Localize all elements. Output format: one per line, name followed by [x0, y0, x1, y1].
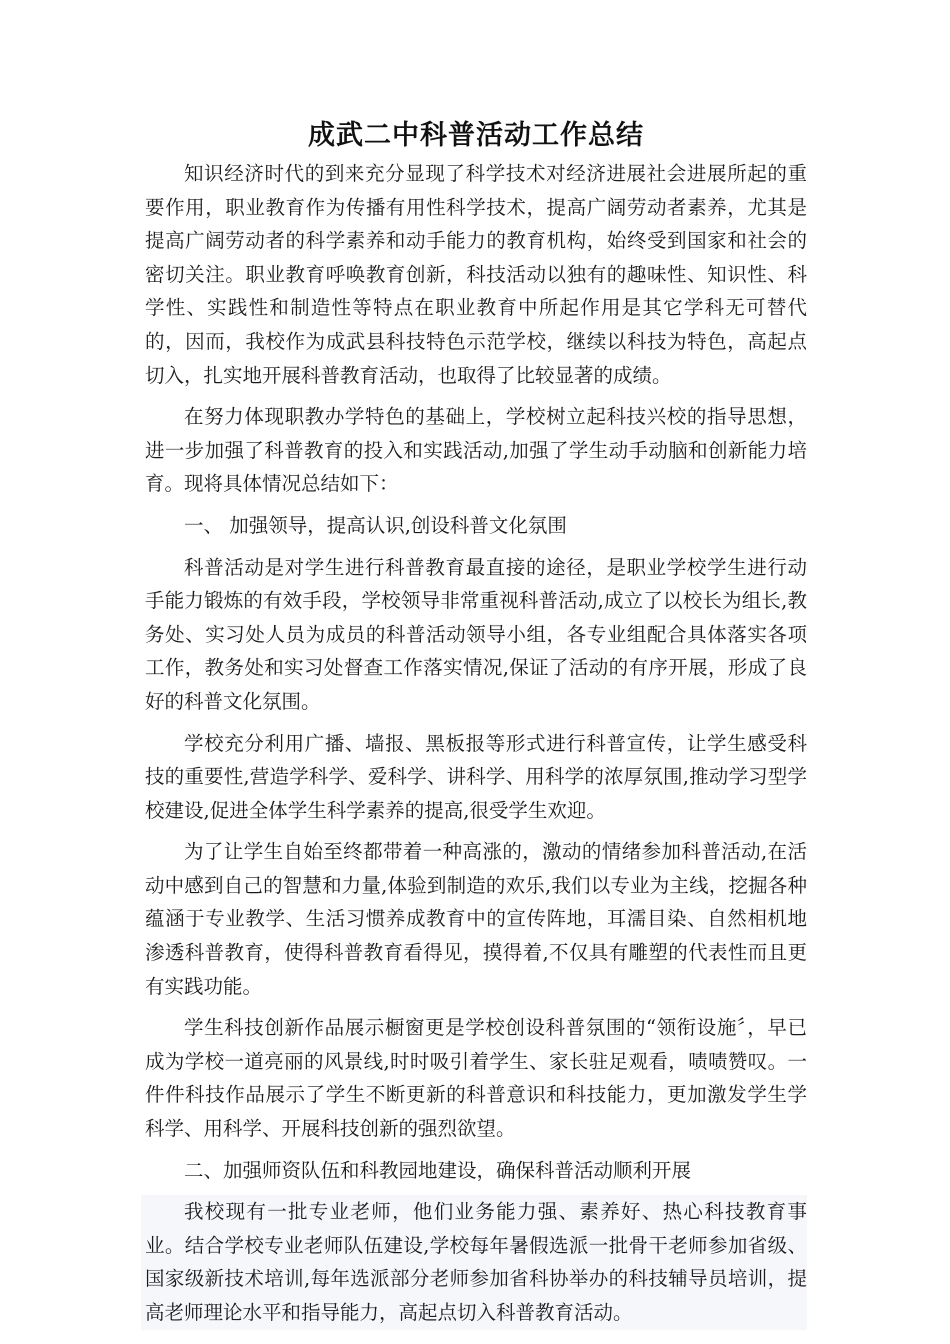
section-heading-2: 二、加强师资队伍和科教园地建设，确保科普活动顺利开展 [184, 1158, 692, 1182]
section-heading-1: 一、 加强领导，提高认识,创设科普文化氛围 [184, 513, 567, 537]
document-page [145, 118, 807, 1338]
paragraph-teachers: 我校现有一批专业老师，他们业务能力强、素养好、热心科技教育事业。结合学校专业老师队伍建设,学校每年暑假选派一批骨干老师参加省级、国家级新技术培训,每年选派部分老师参加省科协举办的科技辅导员培训，提高老师理论水平和指导能力，高起点切入科普教育活动。 [141, 1195, 807, 1329]
paragraph-leadership: 科普活动是对学生进行科普教育最直接的途径，是职业学校学生进行动手能力锻炼的有效手段，学校领导非常重视科普活动,成立了以校长为组长,教务处、实习处人员为成员的科普活动领导小组，各专业组配合具体落实各项工作，教务处和实习处督查工作落实情况,保证了活动的有序开展，形成了良好的科普文化氛围。 [145, 555, 807, 713]
paragraph-showcase: 学生科技创新作品展示橱窗更是学校创设科普氛围的“领衔设施〞，早已成为学校一道亮丽的风景线,时时吸引着学生、家长驻足观看，啧啧赞叹。一件件科技作品展示了学生不断更新的科普意识和科技能力，更加激发学生学科学、用科学、开展科技创新的强烈欲望。 [145, 1016, 807, 1141]
paragraph-intro: 知识经济时代的到来充分显现了科学技术对经济进展社会进展所起的重要作用，职业教育作为传播有用性科学技术，提高广阔劳动者素养，尤其是提高广阔劳动者的科学素养和动手能力的教育机构，始终受到国家和社会的密切关注。职业教育呼唤教育创新，科技活动以独有的趣味性、知识性、科学性、实践性和制造性等特点在职业教育中所起作用是其它学科无可替代的，因而，我校作为成武县科技特色示范学校，继续以科技为特色，高起点切入，扎实地开展科普教育活动，也取得了比较显著的成绩。 [145, 162, 807, 387]
paragraph-propaganda: 学校充分利用广播、墙报、黑板报等形式进行科普宣传，让学生感受科技的重要性,营造学科学、爱科学、讲科学、用科学的浓厚氛围,推动学习型学校建设,促进全体学生科学素养的提高,很受学生欢迎。 [145, 731, 807, 822]
document-title: 成武二中科普活动工作总结 [308, 120, 644, 151]
paragraph-summary-lead: 在努力体现职教办学特色的基础上，学校树立起科技兴校的指导思想，进一步加强了科普教育的投入和实践活动,加强了学生动手动脑和创新能力培育。现将具体情况总结如下： [145, 405, 807, 496]
paragraph-activities: 为了让学生自始至终都带着一种高涨的，激动的情绪参加科普活动,在活动中感到自己的智慧和力量,体验到制造的欢乐,我们以专业为主线，挖掘各种蕴涵于专业教学、生活习惯养成教育中的宣传阵地，耳濡目染、自然相机地渗透科普教育，使得科普教育看得见，摸得着,不仅具有雕塑的代表性而且更有实践功能。 [145, 840, 807, 998]
